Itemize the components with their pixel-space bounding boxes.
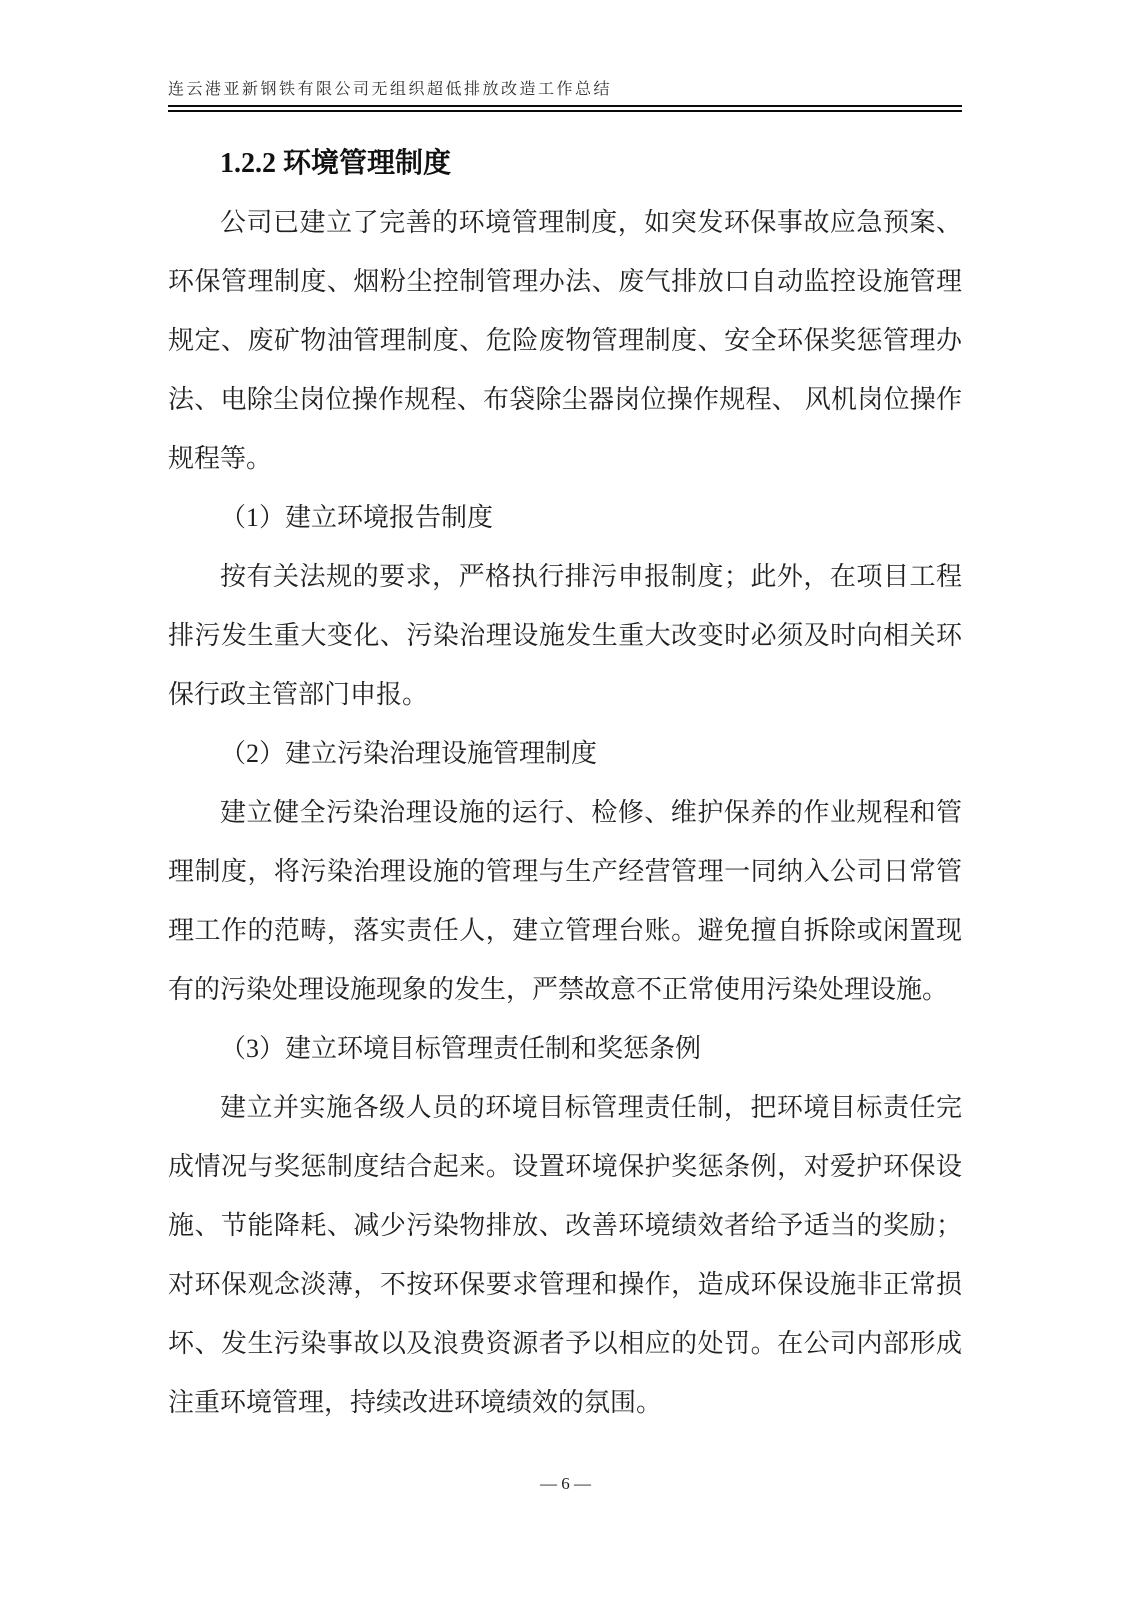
page-number: — 6 — [540,1474,591,1493]
paragraph-item-2-body: 建立健全污染治理设施的运行、检修、维护保养的作业规程和管理制度，将污染治理设施的管理与生产经营管理一同纳入公司日常管理工作的范畴，落实责任人，建立管理台账。避免擅自拆除或闲置现有的污染处理设施现象的发生，严禁故意不正常使用污染处理设施。 [168,798,962,1004]
subheading-item-2: （2）建立污染治理设施管理制度 [220,739,598,768]
header-title: 连云港亚新钢铁有限公司无组织超低排放改造工作总结 [168,81,613,98]
header-double-rule [168,105,962,112]
subheading-item-3: （3）建立环境目标管理责任制和奖惩条例 [220,1034,702,1063]
section-heading: 1.2.2 环境管理制度 [220,148,452,179]
page-footer [0,1472,1131,1496]
paragraph-intro: 公司已建立了完善的环境管理制度，如突发环保事故应急预案、环保管理制度、烟粉尘控制管理办法、废气排放口自动监控设施管理规定、废矿物油管理制度、危险废物管理制度、安全环保奖惩管理办法、电除尘岗位操作规程、布袋除尘器岗位操作规程、 风机岗位操作规程等。 [168,208,962,473]
page-header [168,78,962,112]
paragraph-item-3-body: 建立并实施各级人员的环境目标管理责任制，把环境目标责任完成情况与奖惩制度结合起来。设置环境保护奖惩条例，对爱护环保设施、节能降耗、减少污染物排放、改善环境绩效者给予适当的奖励；对环保观念淡薄，不按环保要求管理和操作，造成环保设施非正常损坏、发生污染事故以及浪费资源者予以相应的处罚。在公司内部形成注重环境管理，持续改进环境绩效的氛围。 [168,1093,962,1417]
paragraph-item-1-body: 按有关法规的要求，严格执行排污申报制度；此外，在项目工程排污发生重大变化、污染治理设施发生重大改变时必须及时向相关环保行政主管部门申报。 [168,562,962,709]
document-body [168,134,962,1432]
subheading-item-1: （1）建立环境报告制度 [220,503,494,532]
